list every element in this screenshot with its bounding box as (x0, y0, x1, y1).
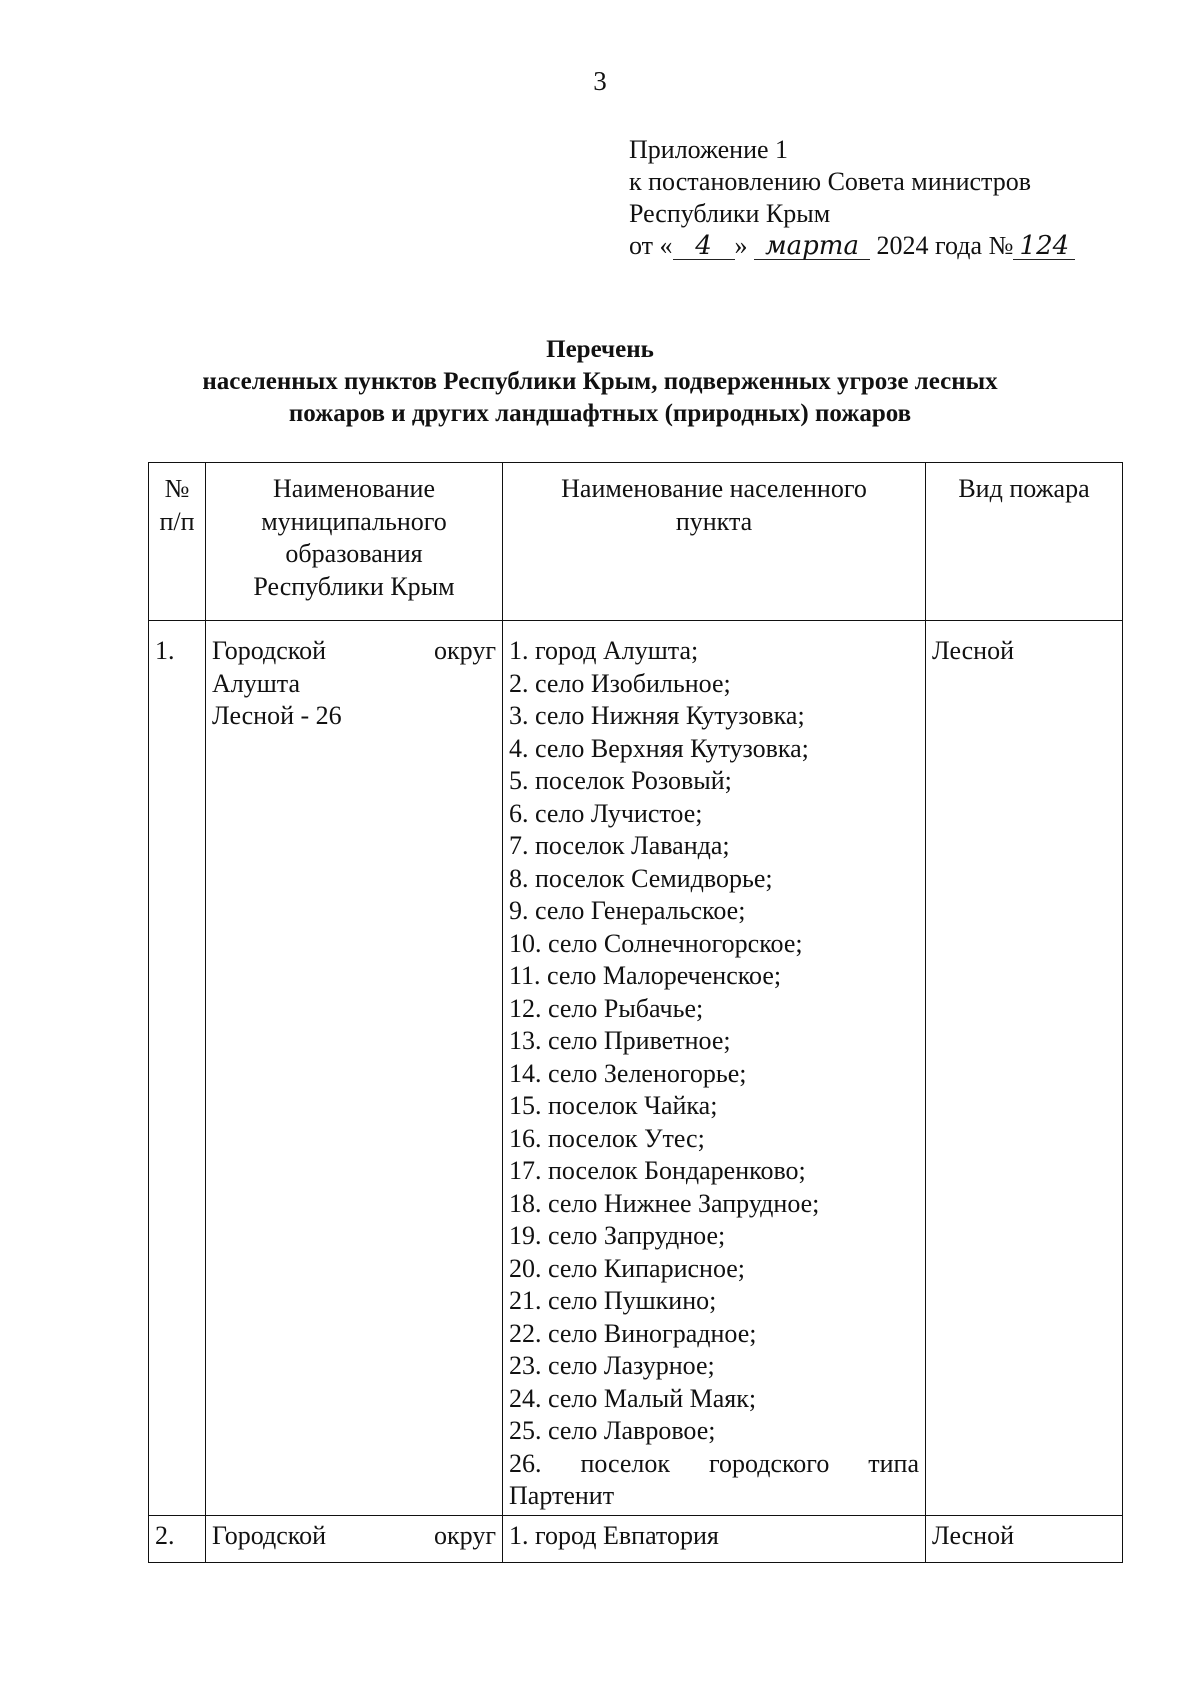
settlement-item: 20. село Кипарисное; (509, 1253, 746, 1283)
handwritten-number: 124 (1013, 233, 1075, 260)
municipality-line-1 (212, 635, 496, 668)
settlement-item: 3. село Нижняя Кутузовка; (509, 701, 805, 730)
settlement-item: 18. село Нижнее Запрудное; (509, 1188, 820, 1218)
row-municipality (206, 621, 503, 1516)
table-header-row (149, 463, 1123, 621)
header-fire-type: Вид пожара (926, 463, 1123, 621)
settlement-item: 4. село Верхняя Кутузовка; (509, 733, 809, 763)
row-municipality (206, 1515, 503, 1563)
header-settlement (503, 463, 926, 621)
header-number (149, 463, 206, 621)
municipality-word: округ (434, 1520, 496, 1550)
settlement-item: 13. село Приветное; (509, 1026, 731, 1055)
settlement-word: городского (708, 1448, 830, 1478)
header-number-sign: № (164, 474, 190, 503)
header-municipality-line: образования (285, 539, 423, 568)
settlement-item: 8. поселок Семидворье; (509, 863, 773, 893)
settlement-item: 14. село Зеленогорье; (509, 1058, 747, 1088)
settlement-item: 2. село Изобильное; (509, 668, 731, 698)
row-settlements (503, 1515, 926, 1563)
settlement-item: 22. село Виноградное; (509, 1318, 757, 1348)
settlement-item: 17. поселок Бондаренково; (509, 1156, 806, 1185)
appendix-line3: Республики Крым (629, 199, 831, 228)
municipality-line-1 (212, 1520, 496, 1553)
header-settlement-line: Наименование населенного (561, 474, 867, 503)
municipality-line-3: Лесной - 26 (212, 701, 342, 730)
settlement-item: 1. город Алушта; (509, 636, 699, 665)
title-line-3: пожаров и других ландшафтных (природных) пожаров (288, 400, 912, 427)
appendix-date-line (629, 230, 1075, 262)
header-settlement-line: пункта (675, 506, 753, 536)
settlement-item: 15. поселок Чайка; (509, 1091, 718, 1120)
settlement-item: 6. село Лучистое; (509, 798, 703, 828)
settlement-item: 10. село Солнечногорское; (509, 928, 803, 958)
row-fire-type: Лесной (926, 621, 1123, 1516)
row-fire-type: Лесной (926, 1515, 1123, 1563)
header-municipality (206, 463, 503, 621)
header-number-pp: п/п (159, 506, 195, 536)
settlement-word: 26. (509, 1448, 542, 1478)
municipality-word: округ (434, 636, 496, 665)
settlements-table (148, 462, 1123, 1563)
settlement-item-line-1 (509, 1448, 919, 1481)
date-prefix: от « (629, 231, 673, 260)
settlement-item: 24. село Малый Маяк; (509, 1383, 757, 1413)
header-municipality-line: Республики Крым (253, 571, 455, 601)
header-municipality-line: муниципального (261, 506, 447, 536)
settlement-item-line-2: Партенит (509, 1481, 615, 1510)
settlement-item: 11. село Малореченское; (509, 961, 782, 990)
date-quote-close: » (734, 231, 748, 260)
handwritten-day: 4 (673, 233, 735, 260)
appendix-block (629, 134, 1075, 262)
date-year-text: 2024 года № (876, 231, 1014, 260)
municipality-word: Городской (212, 1520, 326, 1550)
row-settlements (503, 621, 926, 1516)
header-municipality-line: Наименование (273, 474, 435, 503)
settlement-item: 16. поселок Утес; (509, 1123, 705, 1153)
municipality-line-2: Алушта (212, 668, 300, 698)
settlement-item: 25. село Лавровое; (509, 1416, 716, 1445)
settlement-item: 12. село Рыбачье; (509, 993, 704, 1023)
appendix-line2: к постановлению Совета министров (629, 167, 1031, 196)
title-line-2: населенных пунктов Республики Крым, подверженных угрозе лесных (202, 368, 998, 395)
settlement-item: 7. поселок Лаванда; (509, 831, 730, 860)
row-number: 2. (149, 1515, 206, 1563)
settlement-word: типа (868, 1448, 919, 1478)
settlement-item: 23. село Лазурное; (509, 1351, 715, 1380)
settlement-item (509, 1448, 919, 1513)
settlement-item: 21. село Пушкино; (509, 1286, 717, 1315)
handwritten-month: марта (754, 233, 870, 260)
table-row (149, 621, 1123, 1516)
row-number: 1. (149, 621, 206, 1516)
title-line-1: Перечень (546, 336, 654, 363)
document-title (0, 334, 1200, 430)
table-row (149, 1515, 1123, 1563)
settlement-item: 5. поселок Розовый; (509, 766, 732, 795)
page-number: 3 (593, 66, 607, 96)
settlement-item: 19. село Запрудное; (509, 1221, 726, 1250)
settlement-item: 9. село Генеральское; (509, 896, 746, 925)
settlement-word: поселок (580, 1448, 671, 1478)
appendix-title: Приложение 1 (629, 135, 789, 164)
settlement-item: 1. город Евпатория (509, 1520, 719, 1550)
municipality-word: Городской (212, 636, 326, 665)
